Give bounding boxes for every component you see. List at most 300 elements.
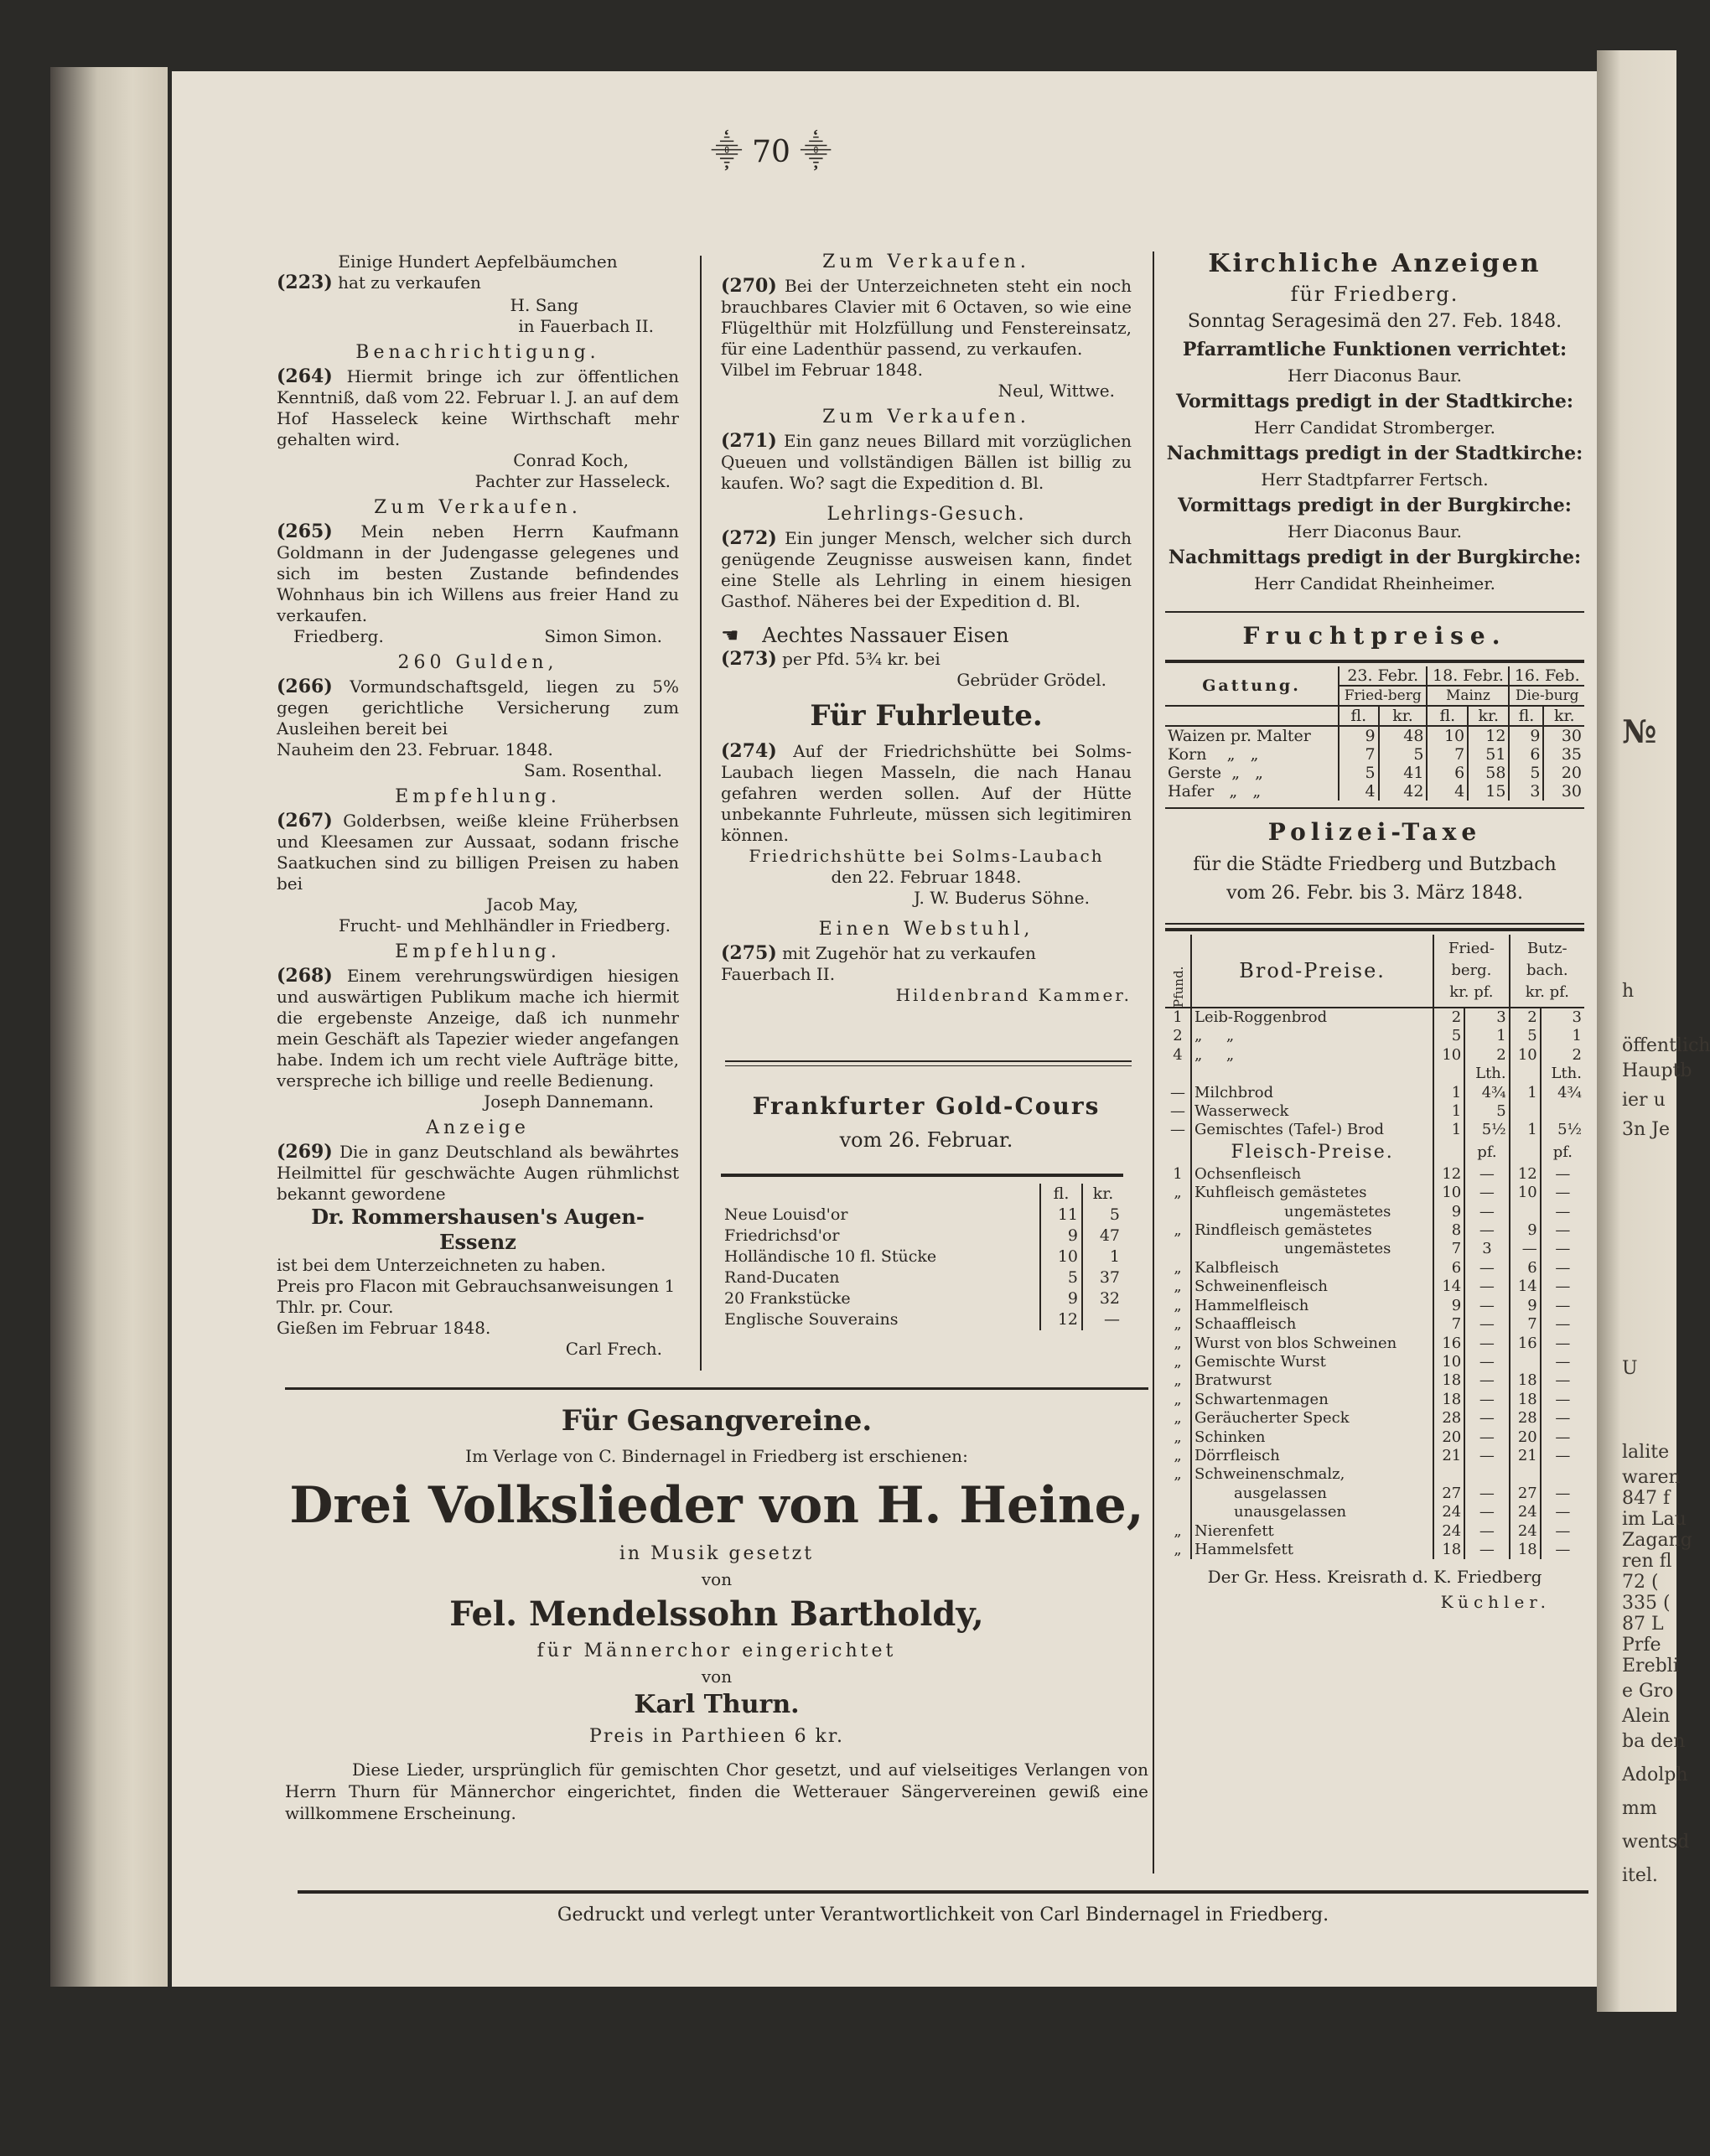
meat-cell: ausgelassen bbox=[1191, 1485, 1433, 1503]
fruit-place: Fried-berg bbox=[1339, 686, 1427, 706]
fruit-cell: 30 bbox=[1543, 782, 1584, 801]
table-row bbox=[1165, 1221, 1584, 1240]
ad-signature: J. W. Buderus Söhne. bbox=[914, 888, 1090, 908]
gold-cell: 32 bbox=[1082, 1288, 1123, 1309]
ad-text: Einem verehrungswürdigen hiesigen und auswärtigen Publikum mache ich hiermit die ergebenste Anzeige, daß ich nunmehr mein Geschäft als Tapezier wieder angefangen habe. Indem ich um recht viele Aufträge bitte, verspreche ich billige und reelle Bedienung. bbox=[277, 966, 680, 1091]
meat-cell: 7 bbox=[1433, 1315, 1464, 1334]
table-row bbox=[1165, 1102, 1584, 1121]
ad-text: ist bei dem Unterzeichneten zu haben. bbox=[277, 1255, 606, 1275]
rule bbox=[1165, 807, 1584, 809]
meat-cell: Kuhfleisch gemästetes bbox=[1191, 1184, 1433, 1202]
meat-cell: „ bbox=[1174, 1352, 1182, 1371]
meat-cell: 14 bbox=[1433, 1278, 1464, 1296]
column-divider bbox=[1153, 251, 1154, 1874]
right-fragment: h bbox=[1622, 981, 1635, 1002]
fruit-cell: Waizen pr. Malter bbox=[1168, 727, 1311, 745]
gold-header: kr. bbox=[1082, 1184, 1123, 1205]
meat-cell: „ bbox=[1174, 1334, 1182, 1352]
meat-cell: 28 bbox=[1433, 1409, 1464, 1428]
brod-cell: Gemischtes (Tafel-) Brod bbox=[1191, 1121, 1433, 1139]
right-fragment: Zagang bbox=[1622, 1530, 1692, 1551]
ad-text: mit Zugehör hat zu verkaufen bbox=[782, 943, 1036, 963]
ad-signature: Pachter zur Hasseleck. bbox=[474, 471, 671, 491]
meat-cell bbox=[1510, 1353, 1541, 1371]
meat-cell: — bbox=[1541, 1485, 1584, 1503]
ad-signature: Joseph Dannemann. bbox=[484, 1091, 654, 1112]
brod-cell: 1 bbox=[1433, 1121, 1464, 1139]
ad-number: (269) bbox=[277, 1141, 333, 1163]
brod-cell: 1 bbox=[1510, 1084, 1541, 1102]
meat-cell: „ bbox=[1174, 1184, 1182, 1202]
ad-text: Bei der Unterzeichneten steht ein noch brauchbares Clavier mit 6 Octaven, so wie eine Flügelthür mit Holzfüllung und Fenstereinsatz, für eine Ladenthür passend, zu verkaufen. bbox=[721, 276, 1132, 359]
right-fragment: Erebli bbox=[1622, 1656, 1679, 1677]
right-fragment: Prfe bbox=[1622, 1635, 1661, 1656]
gold-cell: 5 bbox=[1082, 1205, 1123, 1226]
meat-cell: 18 bbox=[1433, 1391, 1464, 1409]
meat-cell: „ bbox=[1174, 1296, 1182, 1314]
ad-signature: Simon Simon. bbox=[544, 626, 662, 646]
meat-cell: — bbox=[1464, 1165, 1509, 1184]
meat-cell: 8 bbox=[1433, 1221, 1464, 1240]
meat-cell: — bbox=[1541, 1184, 1584, 1202]
meat-unit: pf. bbox=[1464, 1140, 1509, 1165]
ad-place: Friedberg. bbox=[293, 626, 384, 646]
rule bbox=[298, 1890, 1588, 1894]
meat-cell: ungemästetes bbox=[1191, 1240, 1433, 1258]
ad-number: (272) bbox=[721, 527, 777, 549]
ad-272-heading: Lehrlings-Gesuch. bbox=[826, 504, 1026, 525]
meat-cell: — bbox=[1541, 1428, 1584, 1447]
meat-cell: — bbox=[1510, 1240, 1541, 1258]
table-row bbox=[1165, 1046, 1584, 1065]
fruit-cell: 9 bbox=[1509, 726, 1543, 745]
gold-cell: Rand-Ducaten bbox=[724, 1268, 840, 1287]
police-subtitle: vom 26. Febr. bis 3. März 1848. bbox=[1226, 883, 1523, 904]
right-fragment: waren bbox=[1622, 1467, 1681, 1488]
column-2 bbox=[721, 251, 1132, 1006]
meat-cell: „ bbox=[1174, 1221, 1182, 1240]
fruit-cell: 12 bbox=[1468, 726, 1509, 745]
meat-cell: 10 bbox=[1433, 1184, 1464, 1202]
composer: Fel. Mendelssohn Bartholdy, bbox=[449, 1594, 984, 1634]
meat-cell: „ bbox=[1174, 1315, 1182, 1334]
right-fragment: 3n Je bbox=[1622, 1119, 1670, 1140]
meat-cell: 24 bbox=[1510, 1503, 1541, 1521]
fruit-date: 16. Feb. bbox=[1509, 666, 1584, 686]
meat-cell: 18 bbox=[1433, 1371, 1464, 1390]
meat-cell: Schinken bbox=[1191, 1428, 1433, 1447]
table-row bbox=[1165, 1503, 1584, 1521]
gold-cell: 47 bbox=[1082, 1226, 1123, 1246]
brod-cell bbox=[1510, 1102, 1541, 1121]
meat-cell: — bbox=[1464, 1297, 1509, 1315]
gold-cours bbox=[721, 1090, 1132, 1330]
table-row bbox=[1165, 726, 1584, 745]
ornament-icon: ⸎ bbox=[790, 135, 832, 169]
ad-265-heading: Zum Verkaufen. bbox=[374, 497, 582, 518]
meat-cell: 18 bbox=[1510, 1541, 1541, 1559]
meat-cell bbox=[1165, 1485, 1191, 1503]
gold-cell: — bbox=[1082, 1309, 1123, 1330]
meat-cell: 18 bbox=[1510, 1371, 1541, 1390]
meat-cell: 18 bbox=[1433, 1541, 1464, 1559]
gold-cell: Neue Louisd'or bbox=[724, 1205, 848, 1224]
meat-cell: 28 bbox=[1510, 1409, 1541, 1428]
brod-butz-label: Butz-bach. bbox=[1526, 940, 1568, 979]
brod-cell bbox=[1433, 1065, 1464, 1083]
meat-cell: 27 bbox=[1510, 1485, 1541, 1503]
meat-cell: 9 bbox=[1433, 1297, 1464, 1315]
brod-cell: Lth. bbox=[1541, 1065, 1584, 1083]
ad-place: Friedrichshütte bei Solms-Laubach bbox=[749, 846, 1104, 866]
table-row bbox=[1165, 1278, 1584, 1296]
publisher-line: Im Verlage von C. Bindernagel in Friedberg ist erschienen: bbox=[465, 1446, 968, 1466]
ad-text: Mein neben Herrn Kaufmann Goldmann in der Judengasse gelegenes und sich im besten Zustande befindendes Wohnhaus bin ich Willens aus freier Hand zu verkaufen. bbox=[277, 521, 680, 625]
meat-cell: Nierenfett bbox=[1191, 1522, 1433, 1541]
ad-line: für Männerchor eingerichtet bbox=[536, 1640, 897, 1661]
fruit-cell: Gerste „ „ bbox=[1168, 764, 1264, 782]
brod-cell: — bbox=[1170, 1102, 1185, 1121]
brod-cell: 1 bbox=[1173, 1008, 1183, 1026]
brod-cell: „ „ bbox=[1191, 1027, 1433, 1045]
brod-cell: Leib-Roggenbrod bbox=[1191, 1008, 1433, 1027]
right-fragment: Alein bbox=[1622, 1706, 1671, 1727]
table-row bbox=[721, 1205, 1123, 1226]
ad-text: Auf der Friedrichshütte bei Solms-Laubach liegen Masseln, die nach Hanau gefahren werden sollen. Auf der Hütte unbekannte Fuhrleute, müssen sich legitimiren können. bbox=[721, 741, 1132, 845]
ad-269-heading: Anzeige bbox=[426, 1117, 530, 1138]
fruit-cell: 42 bbox=[1379, 782, 1428, 801]
church-heading: Pfarramtliche Funktionen verrichtet: bbox=[1182, 339, 1568, 360]
fruit-unit: fl. bbox=[1339, 706, 1379, 726]
fruit-date: 23. Febr. bbox=[1339, 666, 1427, 686]
ad-266-heading: 260 Gulden, bbox=[397, 652, 558, 673]
police-title: Polizei-Taxe bbox=[1267, 818, 1482, 846]
table-row bbox=[1165, 1259, 1584, 1278]
meat-cell bbox=[1433, 1465, 1464, 1484]
fruit-cell: 15 bbox=[1468, 782, 1509, 801]
meat-cell: 6 bbox=[1433, 1259, 1464, 1278]
column-divider bbox=[700, 256, 702, 1371]
fruit-title: Fruchtpreise. bbox=[1242, 622, 1507, 650]
adjacent-page bbox=[1597, 50, 1710, 2012]
ad-268-heading: Empfehlung. bbox=[395, 941, 561, 962]
fruit-cell: 10 bbox=[1427, 726, 1468, 745]
brod-pfund-header: Pfund. bbox=[1170, 966, 1186, 1008]
meat-cell: 9 bbox=[1510, 1221, 1541, 1240]
meat-cell: — bbox=[1541, 1503, 1584, 1521]
meat-cell: — bbox=[1541, 1447, 1584, 1465]
meat-cell bbox=[1165, 1240, 1191, 1258]
right-fragment: 87 L bbox=[1622, 1614, 1664, 1635]
ad-signature: Carl Frech. bbox=[565, 1339, 662, 1359]
meat-cell: 12 bbox=[1510, 1165, 1541, 1184]
fruit-cell: 5 bbox=[1339, 764, 1379, 782]
rule bbox=[721, 1174, 1123, 1177]
meat-cell bbox=[1464, 1465, 1509, 1484]
table-row bbox=[1165, 1240, 1584, 1258]
meat-cell: — bbox=[1541, 1541, 1584, 1559]
ad-signature: Conrad Koch, bbox=[513, 450, 629, 470]
church-name: Herr Diaconus Baur. bbox=[1288, 365, 1462, 386]
right-fragment: wentsd bbox=[1622, 1832, 1690, 1853]
right-fragment: e Gro bbox=[1622, 1681, 1674, 1702]
arranger: Karl Thurn. bbox=[634, 1690, 800, 1719]
ad-text: Golderbsen, weiße kleine Früherbsen und Kleesamen zur Aussaat, sodann frische Saatkuchen sind zu billigen Preisen zu haben bei bbox=[277, 811, 680, 894]
gold-cell: Friedrichsd'or bbox=[724, 1226, 840, 1245]
ad-number: (223) bbox=[277, 272, 333, 293]
table-row bbox=[1165, 1371, 1584, 1390]
table-row bbox=[1165, 1447, 1584, 1465]
brod-unit: kr. pf. bbox=[1525, 983, 1569, 1001]
ad-273-heading: Aechtes Nassauer Eisen bbox=[762, 624, 1009, 647]
ad-place: Gießen im Februar 1848. bbox=[277, 1318, 491, 1338]
meat-cell: — bbox=[1464, 1391, 1509, 1409]
meat-cell: 6 bbox=[1510, 1259, 1541, 1278]
right-fragment: Hauptb bbox=[1622, 1060, 1692, 1081]
right-fragment: ren fl bbox=[1622, 1551, 1672, 1572]
fruit-cell: 51 bbox=[1468, 745, 1509, 764]
table-row bbox=[721, 1226, 1123, 1246]
brod-cell: 2 bbox=[1510, 1008, 1541, 1027]
ad-number: (264) bbox=[277, 365, 333, 387]
table-row bbox=[1165, 1008, 1584, 1027]
meat-cell: Schwartenmagen bbox=[1191, 1391, 1433, 1409]
brod-cell: 2 bbox=[1464, 1046, 1509, 1065]
brod-cell: 3 bbox=[1541, 1008, 1584, 1027]
table-row bbox=[1165, 1065, 1584, 1083]
gold-cell: Englische Souverains bbox=[724, 1310, 899, 1329]
ad-place: den 22. Februar 1848. bbox=[831, 867, 1022, 887]
right-fragment: 335 ( bbox=[1622, 1593, 1671, 1614]
rule bbox=[725, 1060, 1132, 1062]
meat-cell: 18 bbox=[1510, 1391, 1541, 1409]
meat-cell: 10 bbox=[1510, 1184, 1541, 1202]
meat-cell: „ bbox=[1174, 1390, 1182, 1408]
table-row bbox=[1165, 1485, 1584, 1503]
brod-cell: 2 bbox=[1173, 1027, 1183, 1045]
gold-cell: 37 bbox=[1082, 1267, 1123, 1288]
right-fragment: Adolph bbox=[1622, 1765, 1688, 1785]
brod-cell: 4¾ bbox=[1541, 1084, 1584, 1102]
meat-cell: 3 bbox=[1464, 1240, 1509, 1258]
meat-cell: Hammelsfett bbox=[1191, 1541, 1433, 1559]
fruit-cell: 58 bbox=[1468, 764, 1509, 782]
brod-table bbox=[1165, 935, 1584, 1559]
ad-signature: Jacob May, bbox=[486, 894, 578, 915]
meat-cell: 20 bbox=[1510, 1428, 1541, 1447]
fruit-unit: fl. bbox=[1427, 706, 1468, 726]
ad-text: Ein ganz neues Billard mit vorzüglichen Queuen und vollständigen Bällen ist billig zu kaufen. Wo? sagt die Expedition d. Bl. bbox=[721, 431, 1132, 493]
meat-cell: — bbox=[1464, 1221, 1509, 1240]
meat-cell: Wurst von blos Schweinen bbox=[1191, 1335, 1433, 1353]
ad-number: (275) bbox=[721, 942, 777, 964]
brod-cell: 10 bbox=[1433, 1046, 1464, 1065]
right-fragment: itel. bbox=[1622, 1865, 1658, 1886]
table-row bbox=[1165, 1465, 1584, 1484]
ad-275-heading: Einen Webstuhl, bbox=[818, 919, 1034, 940]
table-row bbox=[1165, 1391, 1584, 1409]
brod-cell: 5½ bbox=[1464, 1121, 1509, 1139]
table-row bbox=[1165, 1522, 1584, 1541]
meat-cell: Bratwurst bbox=[1191, 1371, 1433, 1390]
ad-signature: in Fauerbach II. bbox=[518, 316, 654, 336]
ad-text: Vormundschaftsgeld, liegen zu 5% gegen gerichtliche Versicherung zum Ausleihen bereit bei bbox=[277, 676, 679, 739]
brod-fried-header bbox=[1433, 935, 1509, 1008]
price: Preis in Parthieen 6 kr. bbox=[589, 1726, 844, 1747]
ad-267-heading: Empfehlung. bbox=[395, 786, 561, 807]
ad-line: von bbox=[701, 1569, 733, 1589]
ad-text: hat zu verkaufen bbox=[338, 272, 481, 293]
meat-cell: — bbox=[1541, 1391, 1584, 1409]
fruit-unit: kr. bbox=[1379, 706, 1428, 726]
table-row bbox=[1165, 1121, 1584, 1139]
meat-cell: „ bbox=[1174, 1371, 1182, 1390]
product-name: Essenz bbox=[439, 1230, 516, 1254]
brod-cell bbox=[1510, 1065, 1541, 1083]
table-row bbox=[1165, 1027, 1584, 1045]
brod-unit: kr. pf. bbox=[1449, 983, 1494, 1001]
meat-cell: — bbox=[1541, 1335, 1584, 1353]
ad-body: Diese Lieder, ursprünglich für gemischten Chor gesetzt, und auf vielseitiges Verlangen von Herrn Thurn für Männerchor eingerichtet, finden die Wetterauer Sängervereinen gewiß eine willkommene Erscheinung. bbox=[285, 1760, 1148, 1823]
meat-cell: — bbox=[1541, 1371, 1584, 1390]
brod-cell: 1 bbox=[1510, 1121, 1541, 1139]
right-fragment: öffentlich bbox=[1622, 1035, 1710, 1056]
rule bbox=[1165, 923, 1584, 925]
fruit-cell: 7 bbox=[1339, 745, 1379, 764]
meat-cell: — bbox=[1464, 1335, 1509, 1353]
brod-butz-header bbox=[1510, 935, 1584, 1008]
ad-text: per Pfd. 5¾ kr. bei bbox=[782, 649, 940, 669]
brod-cell: 4 bbox=[1173, 1045, 1183, 1064]
right-fragment: U bbox=[1622, 1358, 1638, 1379]
ad-number: (274) bbox=[721, 740, 777, 762]
gesangvereine-ad bbox=[285, 1400, 1148, 1824]
brod-cell: Milchbrod bbox=[1191, 1084, 1433, 1102]
brod-title: Brod-Preise. bbox=[1191, 935, 1433, 1008]
table-row bbox=[721, 1309, 1123, 1330]
meat-cell: 27 bbox=[1433, 1485, 1464, 1503]
church-name: Herr Diaconus Baur. bbox=[1288, 521, 1462, 542]
meat-cell: 12 bbox=[1433, 1165, 1464, 1184]
gold-cell: 11 bbox=[1040, 1205, 1082, 1226]
ad-number: (273) bbox=[721, 648, 777, 670]
fruit-table bbox=[1165, 666, 1584, 801]
meat-cell: — bbox=[1464, 1203, 1509, 1221]
table-row bbox=[1165, 1409, 1584, 1428]
fruit-cell: Hafer „ „ bbox=[1168, 782, 1262, 801]
ad-text: Die in ganz Deutschland als bewährtes Heilmittel für geschwächte Augen rühmlichst bekannt gewordene bbox=[277, 1142, 679, 1204]
meat-cell: — bbox=[1541, 1315, 1584, 1334]
fruit-unit: fl. bbox=[1509, 706, 1543, 726]
meat-cell: — bbox=[1464, 1541, 1509, 1559]
right-fragment: lalite bbox=[1622, 1442, 1670, 1463]
meat-cell: — bbox=[1464, 1371, 1509, 1390]
meat-cell: — bbox=[1541, 1522, 1584, 1541]
meat-cell: — bbox=[1541, 1203, 1584, 1221]
church-heading: Vormittags predigt in der Burgkirche: bbox=[1178, 495, 1572, 516]
ad-274-heading: Für Fuhrleute. bbox=[810, 699, 1043, 733]
meat-cell: — bbox=[1541, 1353, 1584, 1371]
ad-signature: Neul, Wittwe. bbox=[998, 381, 1115, 401]
brod-fried-label: Fried-berg. bbox=[1448, 940, 1495, 979]
ad-signature: Sam. Rosenthal. bbox=[524, 760, 662, 780]
fruit-unit: kr. bbox=[1543, 706, 1584, 726]
meat-cell: — bbox=[1541, 1409, 1584, 1428]
table-row bbox=[1165, 1203, 1584, 1221]
fruit-cell: 6 bbox=[1509, 745, 1543, 764]
table-row bbox=[1165, 745, 1584, 764]
rule bbox=[725, 1065, 1132, 1066]
table-row bbox=[1165, 1315, 1584, 1334]
ad-number: (268) bbox=[277, 965, 333, 987]
brod-cell: 10 bbox=[1510, 1046, 1541, 1065]
brod-cell: 3 bbox=[1464, 1008, 1509, 1027]
ad-place: Fauerbach II. bbox=[721, 964, 836, 984]
table-row bbox=[1165, 1428, 1584, 1447]
meat-cell bbox=[1510, 1203, 1541, 1221]
meat-cell: 20 bbox=[1433, 1428, 1464, 1447]
fruit-cell: 7 bbox=[1427, 745, 1468, 764]
meat-cell: — bbox=[1541, 1297, 1584, 1315]
meat-cell: „ bbox=[1174, 1409, 1182, 1428]
meat-cell: — bbox=[1541, 1221, 1584, 1240]
fruit-cell: 4 bbox=[1427, 782, 1468, 801]
gold-cell: 9 bbox=[1040, 1226, 1082, 1246]
brod-cell: 5 bbox=[1433, 1027, 1464, 1045]
rule bbox=[285, 1387, 1148, 1390]
ad-signature: Hildenbrand Kammer. bbox=[895, 985, 1132, 1005]
meat-cell: 7 bbox=[1433, 1240, 1464, 1258]
right-fragment: № bbox=[1622, 713, 1657, 750]
ad-signature: Frucht- und Mehlhändler in Friedberg. bbox=[338, 915, 671, 935]
meat-cell: „ bbox=[1174, 1465, 1182, 1484]
ad-264-heading: Benachrichtigung. bbox=[355, 342, 600, 363]
meat-cell: 21 bbox=[1510, 1447, 1541, 1465]
rule bbox=[1165, 660, 1584, 663]
brod-cell bbox=[1191, 1065, 1433, 1083]
right-fragment: ier u bbox=[1622, 1090, 1666, 1111]
right-fragment: im Lau bbox=[1622, 1509, 1687, 1530]
meat-cell: — bbox=[1464, 1409, 1509, 1428]
rule bbox=[1165, 611, 1584, 613]
gold-header: fl. bbox=[1040, 1184, 1082, 1205]
meat-cell: — bbox=[1464, 1503, 1509, 1521]
table-row bbox=[1165, 1184, 1584, 1202]
meat-cell: 21 bbox=[1433, 1447, 1464, 1465]
brod-cell: 2 bbox=[1541, 1046, 1584, 1065]
gold-header bbox=[721, 1184, 1040, 1205]
church-name: Herr Candidat Rheinheimer. bbox=[1254, 573, 1495, 593]
brod-cell: 2 bbox=[1433, 1008, 1464, 1027]
fruit-cell: 5 bbox=[1379, 745, 1428, 764]
fruit-place: Die-burg bbox=[1509, 686, 1584, 706]
fruit-gattung: Gattung. bbox=[1165, 666, 1339, 706]
meat-cell: 1 bbox=[1173, 1164, 1183, 1183]
fruit-cell: 4 bbox=[1339, 782, 1379, 801]
table-row bbox=[1165, 1353, 1584, 1371]
meat-cell bbox=[1165, 1203, 1191, 1221]
brod-cell: — bbox=[1170, 1083, 1185, 1101]
meat-cell: — bbox=[1541, 1278, 1584, 1296]
fruit-cell: 48 bbox=[1379, 726, 1428, 745]
meat-cell: Ochsenfleisch bbox=[1191, 1165, 1433, 1184]
rule bbox=[1165, 928, 1584, 931]
fruit-cell: 41 bbox=[1379, 764, 1428, 782]
meat-cell: 7 bbox=[1510, 1315, 1541, 1334]
fruit-cell: 3 bbox=[1509, 782, 1543, 801]
meat-cell: — bbox=[1464, 1485, 1509, 1503]
table-row bbox=[721, 1288, 1123, 1309]
